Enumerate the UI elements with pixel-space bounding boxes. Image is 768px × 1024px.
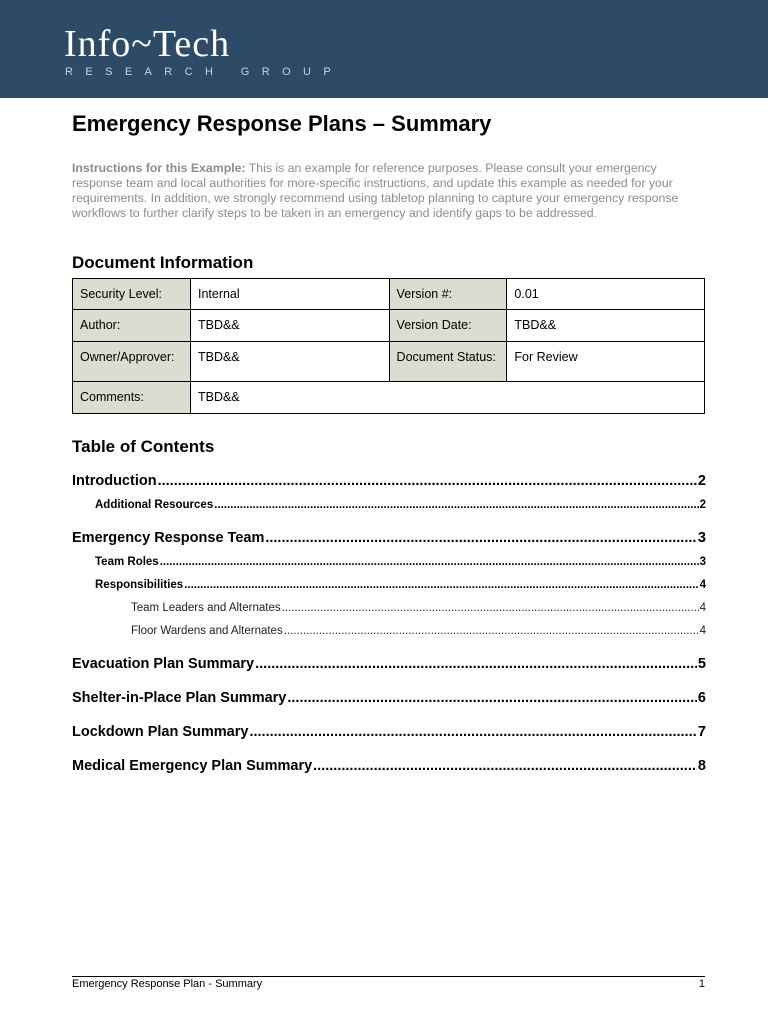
table-row xyxy=(73,382,705,414)
toc-leader-dots xyxy=(184,579,698,591)
table-row xyxy=(73,279,705,310)
security-level-label-cell: Security Level: xyxy=(73,279,191,310)
toc-page-number: 3 xyxy=(697,530,706,546)
toc-page-number: 2 xyxy=(699,499,706,511)
toc-entry-label: Additional Resources xyxy=(95,499,214,511)
toc-entry-evacuation-plan[interactable] xyxy=(72,656,706,672)
table-row xyxy=(73,310,705,342)
toc-page-number: 8 xyxy=(697,758,706,774)
toc-entry-introduction[interactable] xyxy=(72,473,706,489)
comments-value-cell: TBD&& xyxy=(190,382,704,414)
toc-leader-dots xyxy=(160,556,699,568)
toc-leader-dots xyxy=(265,530,697,546)
owner-label-cell: Owner/Approver: xyxy=(73,342,191,382)
toc-entry-label: Team Roles xyxy=(95,556,159,568)
toc-leader-dots xyxy=(287,690,697,706)
toc-entry-label: Evacuation Plan Summary xyxy=(72,656,255,672)
comments-label-cell: Comments: xyxy=(73,382,191,414)
document-information-table xyxy=(72,278,705,414)
footer-title: Emergency Response Plan - Summary xyxy=(72,978,263,990)
toc-entry-label: Responsibilities xyxy=(95,579,184,591)
author-value-cell: TBD&& xyxy=(190,310,389,342)
toc-entry-shelter-in-place-plan[interactable] xyxy=(72,690,706,706)
instructions-label: Instructions for this Example: xyxy=(72,161,246,175)
toc-leader-dots xyxy=(214,499,698,511)
footer-page-number: 1 xyxy=(698,978,705,990)
toc-entry-label: Lockdown Plan Summary xyxy=(72,724,249,740)
toc-leader-dots xyxy=(249,724,696,740)
toc-entry-label: Introduction xyxy=(72,473,157,489)
toc-entry-responsibilities[interactable] xyxy=(95,579,706,591)
toc-page-number: 6 xyxy=(697,690,706,706)
toc-page-number: 4 xyxy=(699,579,706,591)
toc-entry-medical-emergency-plan[interactable] xyxy=(72,758,706,774)
toc-entry-label: Floor Wardens and Alternates xyxy=(131,625,283,637)
toc-entry-label: Team Leaders and Alternates xyxy=(131,602,281,614)
toc-leader-dots xyxy=(313,758,697,774)
version-value-cell: 0.01 xyxy=(507,279,705,310)
header-banner xyxy=(0,0,768,98)
toc-leader-dots xyxy=(255,656,697,672)
toc-entry-label: Emergency Response Team xyxy=(72,530,265,546)
company-logo-subtitle: RESEARCH GROUP xyxy=(65,66,344,78)
toc-leader-dots xyxy=(158,473,697,489)
version-date-label-cell: Version Date: xyxy=(389,310,507,342)
toc-page-number: 7 xyxy=(697,724,706,740)
version-label-cell: Version #: xyxy=(389,279,507,310)
toc-entry-additional-resources[interactable] xyxy=(95,499,706,511)
toc-page-number: 4 xyxy=(699,625,706,637)
toc-leader-dots xyxy=(282,602,699,614)
version-date-value-cell: TBD&& xyxy=(507,310,705,342)
author-label-cell: Author: xyxy=(73,310,191,342)
toc-entry-label: Shelter-in-Place Plan Summary xyxy=(72,690,287,706)
toc-page-number: 4 xyxy=(699,602,706,614)
security-level-value-cell: Internal xyxy=(190,279,389,310)
document-information-heading: Document Information xyxy=(72,253,254,272)
toc-entry-label: Medical Emergency Plan Summary xyxy=(72,758,313,774)
instructions-text: This is an example for reference purposes. Please consult your emergency response team and local authorities for more-specific instructions, and update this example as needed for your requirements. In addition, we strongly recommend using tabletop planning to capture your emergency response workflows to further clarify steps to be taken in an emergency and identify gaps to be addressed. xyxy=(72,161,679,220)
footer-divider xyxy=(72,976,705,977)
table-of-contents-heading: Table of Contents xyxy=(72,437,215,456)
toc-page-number: 2 xyxy=(697,473,706,489)
owner-value-cell: TBD&& xyxy=(190,342,389,382)
toc-entry-emergency-response-team[interactable] xyxy=(72,530,706,546)
toc-entry-team-roles[interactable] xyxy=(95,556,706,568)
toc-page-number: 3 xyxy=(699,556,706,568)
toc-page-number: 5 xyxy=(697,656,706,672)
document-status-label-cell: Document Status: xyxy=(389,342,507,382)
toc-leader-dots xyxy=(284,625,699,637)
company-logo: Info~Tech xyxy=(64,23,231,65)
instructions-paragraph xyxy=(72,161,702,221)
page-title: Emergency Response Plans – Summary xyxy=(72,111,492,136)
document-status-value-cell: For Review xyxy=(507,342,705,382)
toc-entry-team-leaders[interactable] xyxy=(131,602,706,614)
toc-entry-lockdown-plan[interactable] xyxy=(72,724,706,740)
toc-entry-floor-wardens[interactable] xyxy=(131,625,706,637)
table-row xyxy=(73,342,705,382)
